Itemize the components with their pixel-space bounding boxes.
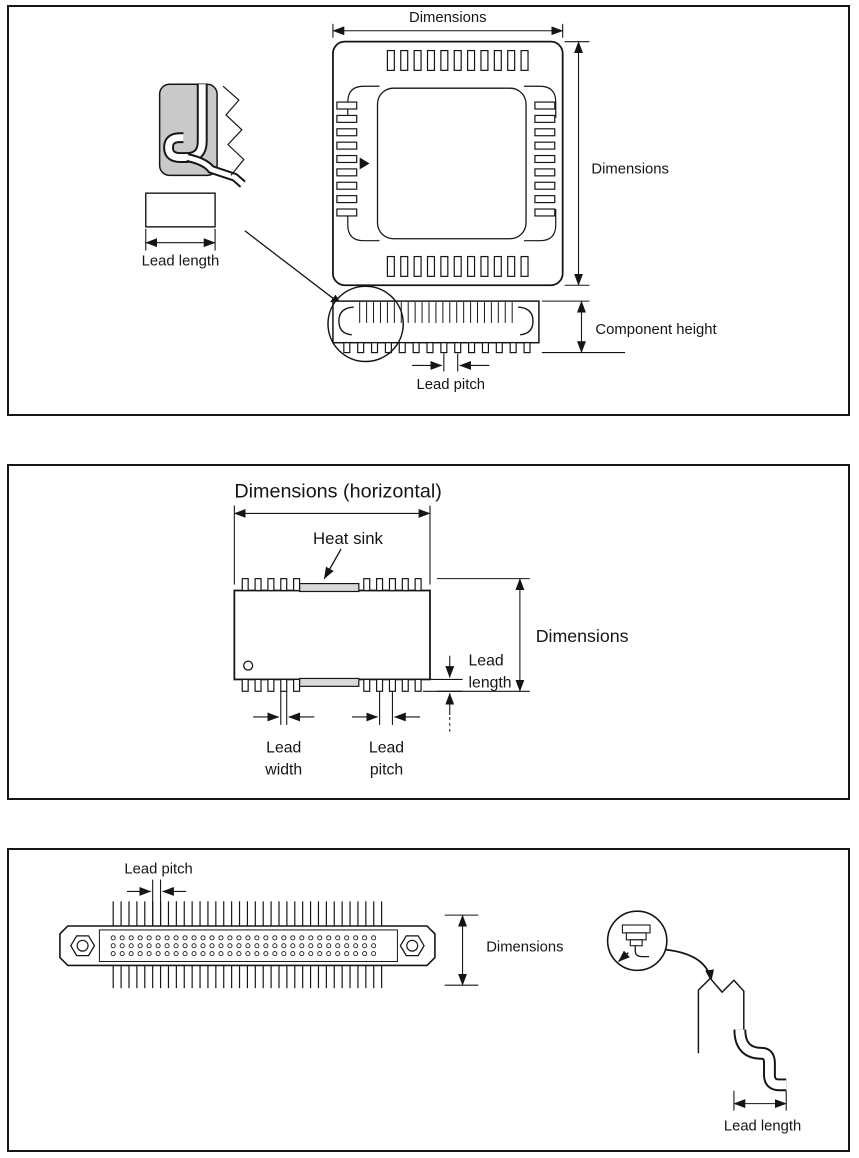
heat-sink-bottom [300,678,359,686]
sop-dimension-lead-pitch [352,691,420,778]
heatsink-package-figure [7,464,850,800]
plcc-side-view [328,286,539,361]
lead-width-label-line2: width [265,761,303,779]
connector-figure-canvas [9,850,848,1150]
mini-leader-arrow [618,953,628,962]
connector-figure [7,848,850,1152]
mini-lead-hook [635,946,649,957]
lead-length-label: Lead length [723,1118,802,1135]
sop-dimension-lead-width [253,691,314,778]
lead-pitch-label-line2: pitch [369,761,404,779]
dimensions-horizontal-label: Dimensions (horizontal) [234,480,442,503]
plcc-figure-canvas [9,7,848,414]
lead-length-label: Lead length [141,253,220,270]
lead-pitch-label-line1: Lead [368,739,405,757]
connector-body [60,901,435,988]
package-lower-body [146,193,215,227]
lead-pitch-label: Lead pitch [416,377,486,394]
side-view-bottom-leads [344,343,530,353]
heatsink-figure-canvas [9,466,848,798]
heat-sink-label: Heat sink [312,529,383,549]
plcc-dimension-component-height [542,301,718,352]
plcc-leads-right [535,102,555,216]
j-lead-detail [142,84,244,269]
conn-lead-detail [698,978,801,1134]
dimensions-vertical-label: Dimensions [535,625,629,646]
connector-pins-bottom [113,965,381,988]
plcc-top-view [333,42,563,286]
plcc-leads-left [337,102,357,216]
plcc-dimension-width [333,10,563,38]
mounting-nut-left [71,936,95,956]
dimensions-width-label: Dimensions [409,9,487,26]
plcc-dimension-lead-pitch [412,354,489,394]
conn-dimension-lead-pitch [124,862,192,926]
plcc-package-figure [7,5,850,416]
plcc-dimension-height [565,42,669,286]
dimensions-height-label: Dimensions [591,161,669,178]
conn-dimension-vertical [445,915,564,985]
detail-leader-arrow [245,231,342,305]
lead-length-label-line1: Lead [468,652,504,670]
dimensions-label: Dimensions [486,939,564,956]
sop-dimension-vertical [437,579,629,692]
component-height-label: Component height [595,321,717,338]
lead-width-label-line1: Lead [266,739,302,757]
heat-sink-callout [313,529,384,579]
break-line [223,86,244,175]
lead-length-label-line2: length [468,674,512,692]
mounting-nut-right [400,936,424,956]
heat-sink-top [300,584,359,592]
lead-pitch-label: Lead pitch [124,861,193,878]
connector-pins-top [113,901,381,926]
conn-pin-detail-circle [608,911,712,981]
curved-leader-arrow [666,950,711,982]
sop-dimension-lead-length [423,653,511,733]
sop-package-body [234,579,430,692]
